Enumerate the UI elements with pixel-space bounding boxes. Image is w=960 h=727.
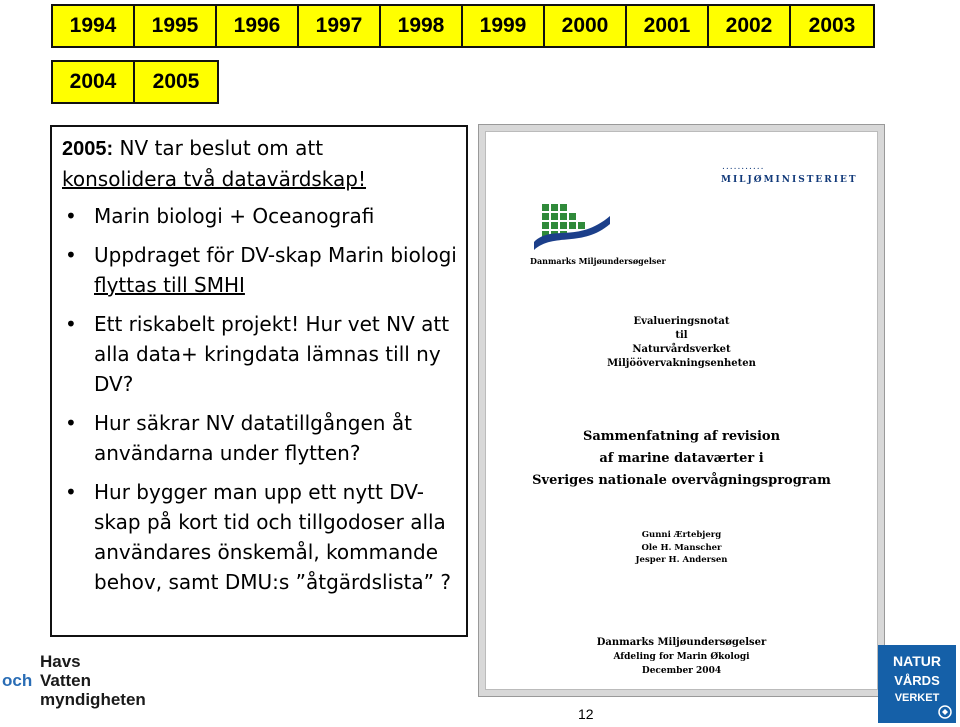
logo-text: NATUR: [893, 653, 941, 669]
author: Jesper H. Andersen: [635, 555, 728, 565]
year-cell: 2005: [152, 70, 200, 93]
year-cell: 1999: [463, 6, 545, 46]
bullet-dot-icon: •: [65, 243, 77, 267]
document-page: [485, 131, 878, 690]
author: Ole H. Manscher: [641, 542, 722, 553]
year-cell: 2001: [627, 6, 709, 46]
bullet-item: [62, 477, 462, 597]
logo-text: Havs: [40, 652, 81, 671]
summary-title: [486, 426, 877, 492]
bullet-list: [62, 201, 462, 606]
year-cell: 1994: [53, 6, 135, 46]
logo-text: Vatten: [40, 671, 92, 690]
headline-line-2: konsolidera två datavärdskap!: [62, 167, 367, 191]
bullet-text: Uppdraget för DV-skap Marin biologi: [94, 243, 457, 267]
bullet-text-underlined: flyttas till SMHI: [94, 273, 245, 297]
bullet-text: Marin biologi + Oceanografi: [94, 204, 375, 228]
author: Gunni Ærtebjerg: [641, 530, 722, 540]
summary-line: Sammenfatning af revision: [582, 429, 781, 444]
year-cell: 2002: [709, 6, 791, 46]
bullet-dot-icon: •: [65, 480, 77, 504]
eval-line: Naturvårdsverket: [632, 344, 731, 355]
timeline-row-2: [51, 60, 219, 104]
bullet-text: Hur bygger man upp ett nytt DV-skap på kort tid och tillgodoser alla användares önskemål, kommande behov, samt DMU:s ”åtgärdslista” ?: [94, 480, 451, 594]
department: [486, 636, 877, 678]
year-cell: 1998: [381, 6, 463, 46]
year-cell: 2000: [545, 6, 627, 46]
eval-line: Evalueringsnotat: [633, 316, 730, 327]
naturvardsverket-logo: [878, 645, 956, 723]
bullet-dot-icon: •: [65, 312, 77, 336]
bullet-text: Ett riskabelt projekt! Hur vet NV att alla data+ kringdata lämnas till ny DV?: [94, 312, 450, 396]
year-cell: 2004: [53, 62, 135, 102]
year-cell: 2003: [808, 14, 856, 37]
logo-text: VERKET: [894, 692, 940, 704]
ministry-dots: ...........: [722, 162, 765, 172]
eval-line: Miljöövervakningsenheten: [607, 358, 756, 369]
logo-text: myndigheten: [40, 690, 146, 709]
year-cell: 1996: [217, 6, 299, 46]
dept-date: December 2004: [641, 666, 722, 676]
dmu-name: Danmarks Miljøundersøgelser: [530, 256, 666, 266]
document-preview: [478, 124, 885, 697]
headline: [62, 133, 366, 194]
headline-year: 2005:: [62, 138, 114, 160]
authors: [486, 529, 877, 567]
dept-unit: Afdeling for Marin Økologi: [613, 652, 750, 662]
logo-text: och: [2, 671, 33, 690]
timeline-row-1: [51, 4, 875, 48]
bullet-text: Hur säkrar NV datatillgången åt användarna under flytten?: [94, 411, 412, 465]
summary-line: af marine dataværter i: [599, 451, 764, 466]
bullet-dot-icon: •: [65, 411, 77, 435]
bullet-dot-icon: •: [65, 204, 77, 228]
page-number: 12: [578, 706, 594, 722]
eval-line: til: [675, 330, 688, 341]
bullet-item: [62, 201, 462, 231]
logo-text: VÅRDS: [894, 673, 940, 688]
year-cell: 1995: [135, 6, 217, 46]
headline-text: NV tar beslut om att: [113, 136, 324, 160]
ministry-name: MILJØMINISTERIET: [721, 175, 858, 185]
year-cell: 1997: [299, 6, 381, 46]
evaluation-title: [486, 315, 877, 371]
summary-line: Sveriges nationale overvågningsprogram: [532, 473, 831, 488]
dmu-logo-icon: [532, 202, 612, 254]
crest-icon: [938, 705, 952, 719]
bullet-item: [62, 309, 462, 399]
bullet-item: [62, 240, 462, 300]
content-box: [50, 125, 468, 637]
havs-och-vatten-logo: [2, 652, 146, 710]
dept-name: Danmarks Miljøundersøgelser: [596, 637, 767, 648]
bullet-item: [62, 408, 462, 468]
